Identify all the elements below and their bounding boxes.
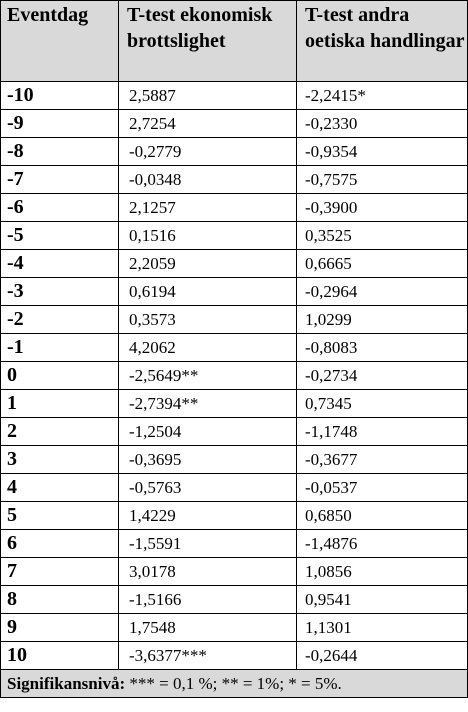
table-row bbox=[1, 194, 468, 222]
economic-crime-cell: 0,3573 bbox=[119, 306, 297, 334]
other-unethical-cell: 0,6850 bbox=[297, 502, 468, 530]
other-unethical-cell: 0,6665 bbox=[297, 250, 468, 278]
table-row bbox=[1, 390, 468, 418]
table-row bbox=[1, 166, 468, 194]
economic-crime-cell: 4,2062 bbox=[119, 334, 297, 362]
table-row bbox=[1, 362, 468, 390]
table-row bbox=[1, 82, 468, 110]
other-unethical-cell: 1,0856 bbox=[297, 558, 468, 586]
table-row bbox=[1, 306, 468, 334]
table-row bbox=[1, 334, 468, 362]
event-day-cell: -6 bbox=[1, 194, 119, 222]
table-row bbox=[1, 278, 468, 306]
economic-crime-cell: -0,3695 bbox=[119, 446, 297, 474]
economic-crime-cell: -0,2779 bbox=[119, 138, 297, 166]
other-unethical-cell: -0,2734 bbox=[297, 362, 468, 390]
table-row bbox=[1, 110, 468, 138]
header-other-unethical: T-test andra oetiska handlingar bbox=[297, 1, 468, 82]
economic-crime-cell: -0,0348 bbox=[119, 166, 297, 194]
event-day-cell: -2 bbox=[1, 306, 119, 334]
other-unethical-cell: -0,2964 bbox=[297, 278, 468, 306]
event-day-cell: 4 bbox=[1, 474, 119, 502]
other-unethical-cell: 0,9541 bbox=[297, 586, 468, 614]
event-day-cell: 7 bbox=[1, 558, 119, 586]
header-row bbox=[1, 1, 468, 82]
significance-note bbox=[1, 670, 468, 698]
economic-crime-cell: 0,1516 bbox=[119, 222, 297, 250]
economic-crime-cell: -2,7394** bbox=[119, 390, 297, 418]
economic-crime-cell: 1,7548 bbox=[119, 614, 297, 642]
economic-crime-cell: 2,5887 bbox=[119, 82, 297, 110]
event-day-cell: -8 bbox=[1, 138, 119, 166]
header-eventdag: Eventdag bbox=[1, 1, 119, 82]
other-unethical-cell: -0,2330 bbox=[297, 110, 468, 138]
other-unethical-cell: 1,1301 bbox=[297, 614, 468, 642]
event-day-cell: 1 bbox=[1, 390, 119, 418]
event-day-cell: 2 bbox=[1, 418, 119, 446]
other-unethical-cell: -0,3900 bbox=[297, 194, 468, 222]
table-row bbox=[1, 474, 468, 502]
event-day-cell: -5 bbox=[1, 222, 119, 250]
table-row bbox=[1, 530, 468, 558]
event-day-cell: 6 bbox=[1, 530, 119, 558]
event-day-cell: -4 bbox=[1, 250, 119, 278]
economic-crime-cell: -1,2504 bbox=[119, 418, 297, 446]
table-body bbox=[1, 82, 468, 670]
economic-crime-cell: 2,2059 bbox=[119, 250, 297, 278]
economic-crime-cell: 0,6194 bbox=[119, 278, 297, 306]
other-unethical-cell: -0,7575 bbox=[297, 166, 468, 194]
event-day-cell: -10 bbox=[1, 82, 119, 110]
other-unethical-cell: -0,8083 bbox=[297, 334, 468, 362]
other-unethical-cell: 1,0299 bbox=[297, 306, 468, 334]
event-day-cell: 10 bbox=[1, 642, 119, 670]
table-row bbox=[1, 586, 468, 614]
table-row bbox=[1, 614, 468, 642]
economic-crime-cell: -2,5649** bbox=[119, 362, 297, 390]
event-day-cell: 0 bbox=[1, 362, 119, 390]
table-row bbox=[1, 642, 468, 670]
economic-crime-cell: 1,4229 bbox=[119, 502, 297, 530]
event-day-cell: -1 bbox=[1, 334, 119, 362]
economic-crime-cell: 2,1257 bbox=[119, 194, 297, 222]
table-row bbox=[1, 446, 468, 474]
other-unethical-cell: -2,2415* bbox=[297, 82, 468, 110]
other-unethical-cell: -0,9354 bbox=[297, 138, 468, 166]
table-row bbox=[1, 138, 468, 166]
table-row bbox=[1, 558, 468, 586]
other-unethical-cell: 0,3525 bbox=[297, 222, 468, 250]
event-day-cell: -9 bbox=[1, 110, 119, 138]
economic-crime-cell: -1,5166 bbox=[119, 586, 297, 614]
significance-label: Signifikansnivå: bbox=[7, 674, 126, 693]
other-unethical-cell: -1,4876 bbox=[297, 530, 468, 558]
other-unethical-cell: -0,0537 bbox=[297, 474, 468, 502]
other-unethical-cell: -1,1748 bbox=[297, 418, 468, 446]
event-day-cell: 8 bbox=[1, 586, 119, 614]
other-unethical-cell: -0,3677 bbox=[297, 446, 468, 474]
economic-crime-cell: -0,5763 bbox=[119, 474, 297, 502]
table-row bbox=[1, 250, 468, 278]
event-day-cell: 9 bbox=[1, 614, 119, 642]
table-row bbox=[1, 418, 468, 446]
header-economic-crime: T-test ekonomisk brottslighet bbox=[119, 1, 297, 82]
event-day-cell: 3 bbox=[1, 446, 119, 474]
event-day-cell: -3 bbox=[1, 278, 119, 306]
other-unethical-cell: -0,2644 bbox=[297, 642, 468, 670]
footer-row bbox=[1, 670, 468, 698]
significance-text: *** = 0,1 %; ** = 1%; * = 5%. bbox=[125, 674, 342, 693]
economic-crime-cell: 2,7254 bbox=[119, 110, 297, 138]
economic-crime-cell: -3,6377*** bbox=[119, 642, 297, 670]
other-unethical-cell: 0,7345 bbox=[297, 390, 468, 418]
event-day-cell: -7 bbox=[1, 166, 119, 194]
table-row bbox=[1, 222, 468, 250]
table-row bbox=[1, 502, 468, 530]
economic-crime-cell: 3,0178 bbox=[119, 558, 297, 586]
event-day-cell: 5 bbox=[1, 502, 119, 530]
economic-crime-cell: -1,5591 bbox=[119, 530, 297, 558]
